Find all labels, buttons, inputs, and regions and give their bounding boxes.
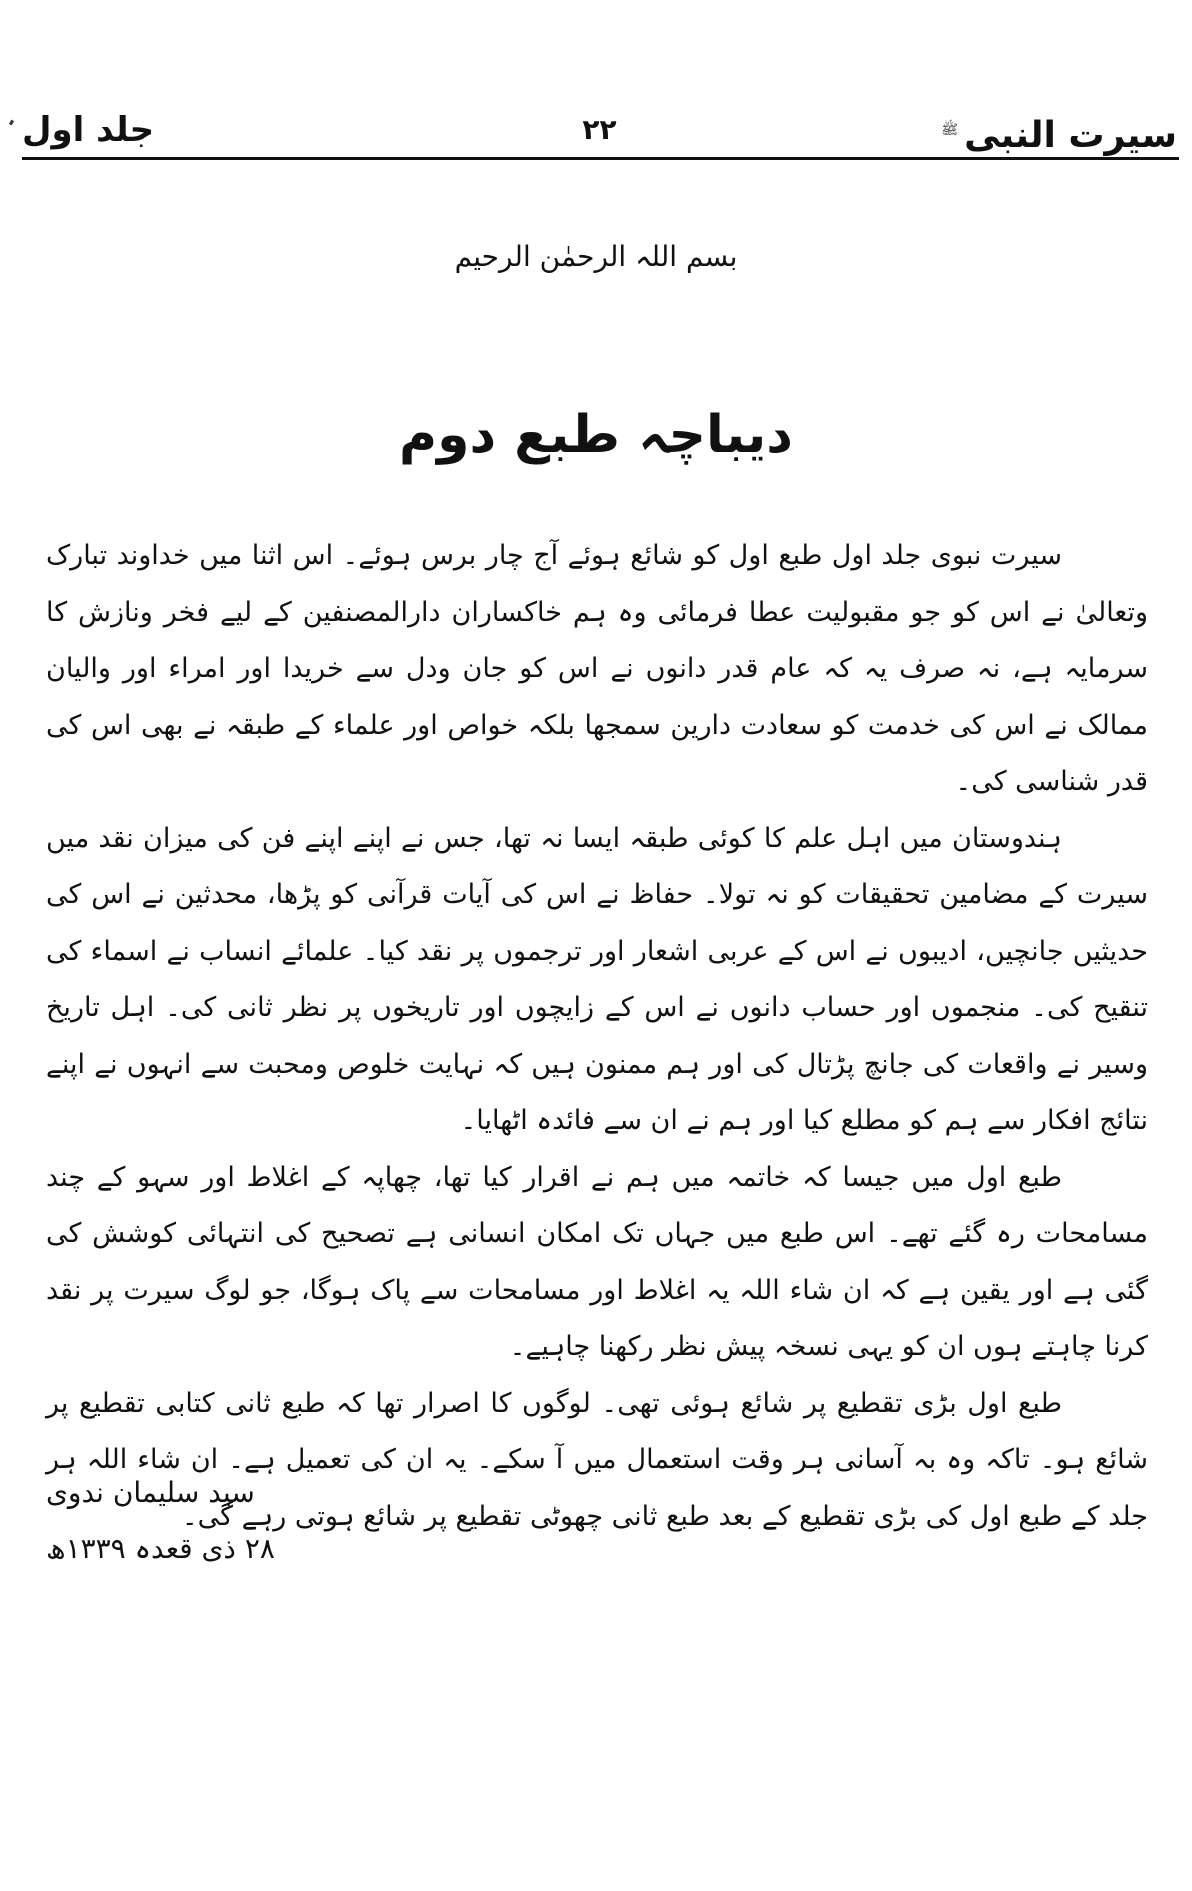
page-title: دیباچہ طبع دوم: [399, 405, 793, 465]
paragraph-4: طبع اول بڑی تقطیع پر شائع ہوئی تھی۔ لوگوں کا اصرار تھا کہ طبع ثانی کتابی تقطیع پر شائع ہو۔ تاکہ وہ بہ آسانی ہر وقت استعمال میں آ سکے۔ یہ ان کی تعمیل ہے۔ ان شاء اللہ ہر جلد کے طبع اول کی بڑی تقطیع کے بعد طبع ثانی چھوٹی تقطیع پر شائع ہوتی رہے گی۔: [46, 1387, 1148, 1532]
header-rule: [22, 157, 1179, 160]
bismillah: بسم اللہ الرحمٰن الرحیم: [454, 240, 738, 273]
paragraph-1: سیرت نبوی جلد اول طبع اول کو شائع ہوئے آج چار برس ہوئے۔ اس اثنا میں خداوند تبارک وتعالیٰ نے اس کو جو مقبولیت عطا فرمائی وہ ہم خاکساران دارالمصنفین کے لیے فخر ونازش کا سرمایہ ہے، نہ صرف یہ کہ عام قدر دانوں نے اس کو جان ودل سے خریدا اور امراء اور والیان ممالک نے اس کی خدمت کو سعادت دارین سمجھا بلکہ خواص اور علماء کے طبقہ نے بھی اس کی قدر شناسی کی۔: [46, 540, 1148, 797]
honorific-glyph: ﷺ: [941, 122, 959, 138]
body-text: [46, 528, 1148, 1545]
signature-date: ۲۸ ذی قعدہ ۱۳۳۹ھ: [46, 1532, 275, 1565]
book-title: سیرت النبی: [964, 115, 1177, 156]
author-name: سید سلیمان ندوی: [46, 1476, 255, 1509]
running-header-book-title: [941, 108, 1177, 158]
signature-block: [46, 1465, 346, 1577]
running-header: [22, 108, 1177, 158]
volume-label: جلد اول: [22, 110, 155, 150]
paragraph-2: ہندوستان میں اہل علم کا کوئی طبقہ ایسا نہ تھا، جس نے اپنے اپنے فن کی میزان نقد میں سیرت کے مضامین تحقیقات کو نہ تولا۔ حفاظ نے اس کی آیات قرآنی کو پڑھا، محدثین نے اس کی حدیثیں جانچیں، ادیبوں نے اس کے عربی اشعار اور ترجموں پر نقد کیا۔ علمائے انساب نے اسماء کی تنقیح کی۔ منجموں اور حساب دانوں نے اس کے زایچوں اور تاریخوں پر نظر ثانی کی۔ اہل تاریخ وسیر نے واقعات کی جانچ پڑتال کی اور ہم ممنون ہیں کہ نہایت خلوص ومحبت سے انہوں نے اپنے نتائج افکار سے ہم کو مطلع کیا اور ہم نے ان سے فائدہ اٹھایا۔: [46, 822, 1148, 1136]
page-number: ۲۲: [582, 113, 617, 146]
scan-speck: [9, 120, 14, 126]
paragraph-3: طبع اول میں جیسا کہ خاتمہ میں ہم نے اقرار کیا تھا، چھاپہ کے اغلاط اور سہو کے چند مسامحات رہ گئے تھے۔ اس طبع میں جہاں تک امکان انسانی ہے تصحیح کی انتہائی کوشش کی گئی ہے اور یقین ہے کہ ان شاء اللہ یہ اغلاط اور مسامحات سے پاک ہوگا، جو لوگ سیرت پر نقد کرنا چاہتے ہوں ان کو یہی نسخہ پیش نظر رکھنا چاہیے۔: [46, 1161, 1148, 1362]
